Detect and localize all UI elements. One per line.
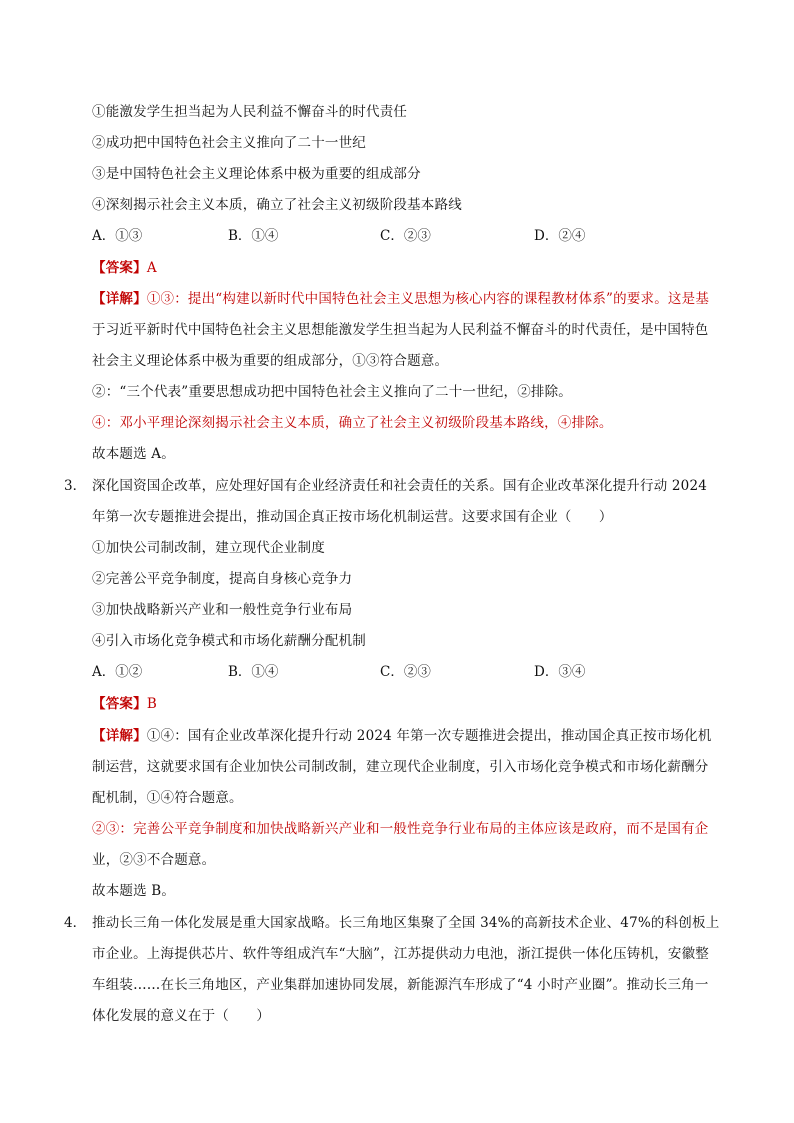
q2-statement-1: ①能激发学生担当起为人民利益不懈奋斗的时代责任 bbox=[92, 104, 408, 120]
q4-stem-line-1: 推动长三角一体化发展是重大国家战略。长三角地区集聚了全国 34%的高新技术企业、47%的科创板上 bbox=[92, 915, 720, 931]
q2-answer-tag: 【答案】 bbox=[92, 260, 147, 276]
q3-stem-line-1: 深化国资国企改革，应处理好国有企业经济责任和社会责任的关系。国有企业改革深化提升行动 2024 bbox=[92, 478, 708, 494]
q3-option-a: A．①② bbox=[92, 664, 143, 680]
q4-number: 4． bbox=[64, 915, 87, 931]
q3-answer bbox=[92, 694, 157, 714]
q3-detail-line-5: 业，②③不合题意。 bbox=[92, 852, 216, 868]
q3-answer-value: B bbox=[146, 696, 157, 712]
q3-option-c: C．②③ bbox=[380, 664, 431, 680]
q2-statement-2: ②成功把中国特色社会主义推向了二十一世纪 bbox=[92, 135, 366, 151]
q3-detail-text-1: ①④：国有企业改革深化提升行动 2024 年第一次专题推进会提出，推动国企真正按市场化机 bbox=[146, 728, 712, 744]
q2-statement-3: ③是中国特色社会主义理论体系中极为重要的组成部分 bbox=[92, 166, 421, 182]
q4-stem-line-3: 车组装……在长三角地区，产业集群加速协同发展，新能源汽车形成了“4 小时产业圈”。推动长三角一 bbox=[92, 977, 709, 993]
q2-detail-line-3: 社会主义理论体系中极为重要的组成部分，①③符合题意。 bbox=[92, 353, 449, 369]
q2-detail-line-1 bbox=[92, 289, 709, 309]
q2-option-a: A．①③ bbox=[92, 228, 143, 244]
q3-number: 3． bbox=[64, 478, 87, 494]
q2-option-d: D．②④ bbox=[534, 228, 586, 244]
q2-detail-tag: 【详解】 bbox=[92, 291, 147, 307]
q4-stem-line-4: 体化发展的意义在于（ ） bbox=[92, 1008, 271, 1024]
q3-statement-1: ①加快公司制改制，建立现代企业制度 bbox=[92, 540, 325, 556]
q3-detail-line-3: 配机制，①④符合题意。 bbox=[92, 790, 243, 806]
q2-detail-line-4: ②：“三个代表”重要思想成功把中国特色社会主义推向了二十一世纪，②排除。 bbox=[92, 384, 573, 400]
q4-stem-line-2: 市企业。上海提供芯片、软件等组成汽车“大脑”，江苏提供动力电池，浙江提供一体化压铸机，安徽整 bbox=[92, 946, 710, 962]
q3-detail-line-2: 制运营，这就要求国有企业加快公司制改制，建立现代企业制度，引入市场化竞争模式和市场化薪酬分 bbox=[92, 759, 709, 775]
q2-answer-value: A bbox=[146, 260, 157, 276]
q2-conclusion: 故本题选 A。 bbox=[92, 446, 175, 462]
q3-detail-line-1 bbox=[92, 726, 712, 746]
q3-answer-tag: 【答案】 bbox=[92, 696, 147, 712]
q2-answer bbox=[92, 258, 157, 278]
q3-detail-tag: 【详解】 bbox=[92, 728, 147, 744]
q2-detail-line-5: ④：邓小平理论深刻揭示社会主义本质，确立了社会主义初级阶段基本路线，④排除。 bbox=[92, 415, 613, 431]
q3-conclusion: 故本题选 B。 bbox=[92, 883, 176, 899]
q3-statement-4: ④引入市场化竞争模式和市场化薪酬分配机制 bbox=[92, 633, 366, 649]
q2-option-c: C．②③ bbox=[380, 228, 431, 244]
q2-option-b: B．①④ bbox=[228, 228, 279, 244]
q3-statement-3: ③加快战略新兴产业和一般性竞争行业布局 bbox=[92, 602, 353, 618]
q2-statement-4: ④深刻揭示社会主义本质，确立了社会主义初级阶段基本路线 bbox=[92, 197, 462, 213]
q2-detail-line-2: 于习近平新时代中国特色社会主义思想能激发学生担当起为人民利益不懈奋斗的时代责任，是中国特色 bbox=[92, 322, 709, 338]
q3-statement-2: ②完善公平竞争制度，提高自身核心竞争力 bbox=[92, 571, 353, 587]
q3-stem-line-2: 年第一次专题推进会提出，推动国企真正按市场化机制运营。这要求国有企业（ ） bbox=[92, 509, 613, 525]
q3-option-b: B．①④ bbox=[228, 664, 279, 680]
q3-option-d: D．③④ bbox=[534, 664, 586, 680]
q2-detail-text-1: ①③：提出“构建以新时代中国特色社会主义思想为核心内容的课程教材体系”的要求。这是基 bbox=[146, 291, 710, 307]
q3-detail-line-4: ②③：完善公平竞争制度和加快战略新兴产业和一般性竞争行业布局的主体应该是政府，而不是国有企 bbox=[92, 821, 709, 837]
